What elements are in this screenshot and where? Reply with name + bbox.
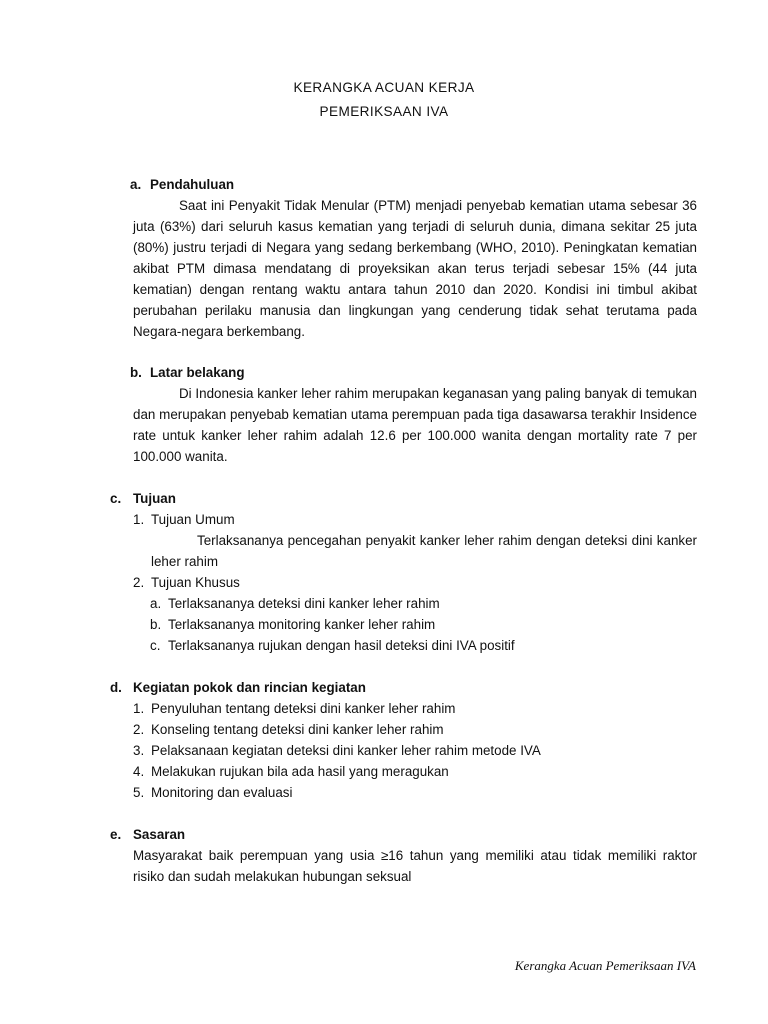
list-text: Terlaksananya rujukan dengan hasil deteksi dini IVA positif <box>168 638 515 653</box>
section-pendahuluan <box>110 174 700 342</box>
section-title: Latar belakang <box>150 365 245 380</box>
section-label: e. <box>110 827 122 842</box>
list-item <box>133 572 700 593</box>
list-text: Terlaksananya monitoring kanker leher rahim <box>168 617 436 632</box>
section-kegiatan <box>110 677 700 803</box>
section-body: Saat ini Penyakit Tidak Menular (PTM) menjadi penyebab kematian utama sebesar 36 juta (63%) dari seluruh kasus kematian yang terjadi di seluruh dunia, dimana sekitar 25 juta (80%) justru terjadi di Negara yang sedang berkembang (WHO, 2010). Peningkatan kematian akibat PTM dimasa mendatang di proyeksikan akan terus terjadi sebesar 15% (44 juta kematian) dengan rentang waktu antara tahun 2010 dan 2020. Kondisi ini timbul akibat perubahan perilaku manusia dan lingkungan yang cenderung tidak sehat terutama pada Negara-negara berkembang. <box>133 198 697 339</box>
list-item <box>133 509 700 530</box>
list-text: Penyuluhan tentang deteksi dini kanker leher rahim <box>151 701 456 716</box>
section-title: Pendahuluan <box>150 177 235 192</box>
list-number: 1. <box>133 512 145 527</box>
page-footer: Kerangka Acuan Pemeriksaan IVA <box>514 958 696 973</box>
list-item <box>133 698 700 719</box>
section-label: a. <box>130 177 142 192</box>
section-body: Masyarakat baik perempuan yang usia ≥16 tahun yang memiliki atau tidak memiliki raktor risiko dan sudah melakukan hubungan seksual <box>133 848 697 884</box>
section-heading <box>110 488 700 509</box>
sub-list-item <box>150 635 700 656</box>
list-text: Pelaksanaan kegiatan deteksi dini kanker leher rahim metode IVA <box>151 743 541 758</box>
list-text: Terlaksananya deteksi dini kanker leher rahim <box>168 596 440 611</box>
section-heading <box>110 824 700 845</box>
list-number: 1. <box>133 701 145 716</box>
section-sasaran <box>110 824 700 887</box>
section-heading <box>110 174 700 195</box>
section-tujuan <box>110 488 700 656</box>
section-label: c. <box>110 491 122 506</box>
section-label: b. <box>130 365 142 380</box>
sub-list-item <box>150 593 700 614</box>
list-text: Tujuan Umum <box>151 512 235 527</box>
list-item <box>133 761 700 782</box>
list-text: Melakukan rujukan bila ada hasil yang meragukan <box>151 764 449 779</box>
list-number: 3. <box>133 743 145 758</box>
list-text: Monitoring dan evaluasi <box>151 785 293 800</box>
section-body: Di Indonesia kanker leher rahim merupakan keganasan yang paling banyak di temukan dan merupakan penyebab kematian utama perempuan pada tiga dasawarsa terakhir Insidence rate untuk kanker leher rahim adalah 12.6 per 100.000 wanita dengan mortality rate 7 per 100.000 wanita. <box>133 386 697 464</box>
list-number: c. <box>150 638 161 653</box>
section-title: Sasaran <box>133 827 186 842</box>
section-heading <box>110 362 700 383</box>
section-latar-belakang <box>110 362 700 467</box>
section-label: d. <box>110 680 122 695</box>
document-title-line1: KERANGKA ACUAN KERJA <box>293 80 475 95</box>
list-number: 2. <box>133 722 145 737</box>
section-title: Tujuan <box>133 491 176 506</box>
list-number: 4. <box>133 764 145 779</box>
list-number: 5. <box>133 785 145 800</box>
list-item <box>133 719 700 740</box>
list-text: Tujuan Khusus <box>151 575 240 590</box>
sub-list-item <box>150 614 700 635</box>
document-title-line2: PEMERIKSAAN IVA <box>319 104 449 119</box>
list-number: 2. <box>133 575 145 590</box>
section-title: Kegiatan pokok dan rincian kegiatan <box>133 680 366 695</box>
list-item-body: Terlaksananya pencegahan penyakit kanker leher rahim dengan deteksi dini kanker leher rahim <box>151 533 697 569</box>
list-number: b. <box>150 617 162 632</box>
list-item <box>133 782 700 803</box>
section-heading <box>110 677 700 698</box>
list-item <box>133 740 700 761</box>
list-text: Konseling tentang deteksi dini kanker leher rahim <box>151 722 444 737</box>
list-number: a. <box>150 596 162 611</box>
